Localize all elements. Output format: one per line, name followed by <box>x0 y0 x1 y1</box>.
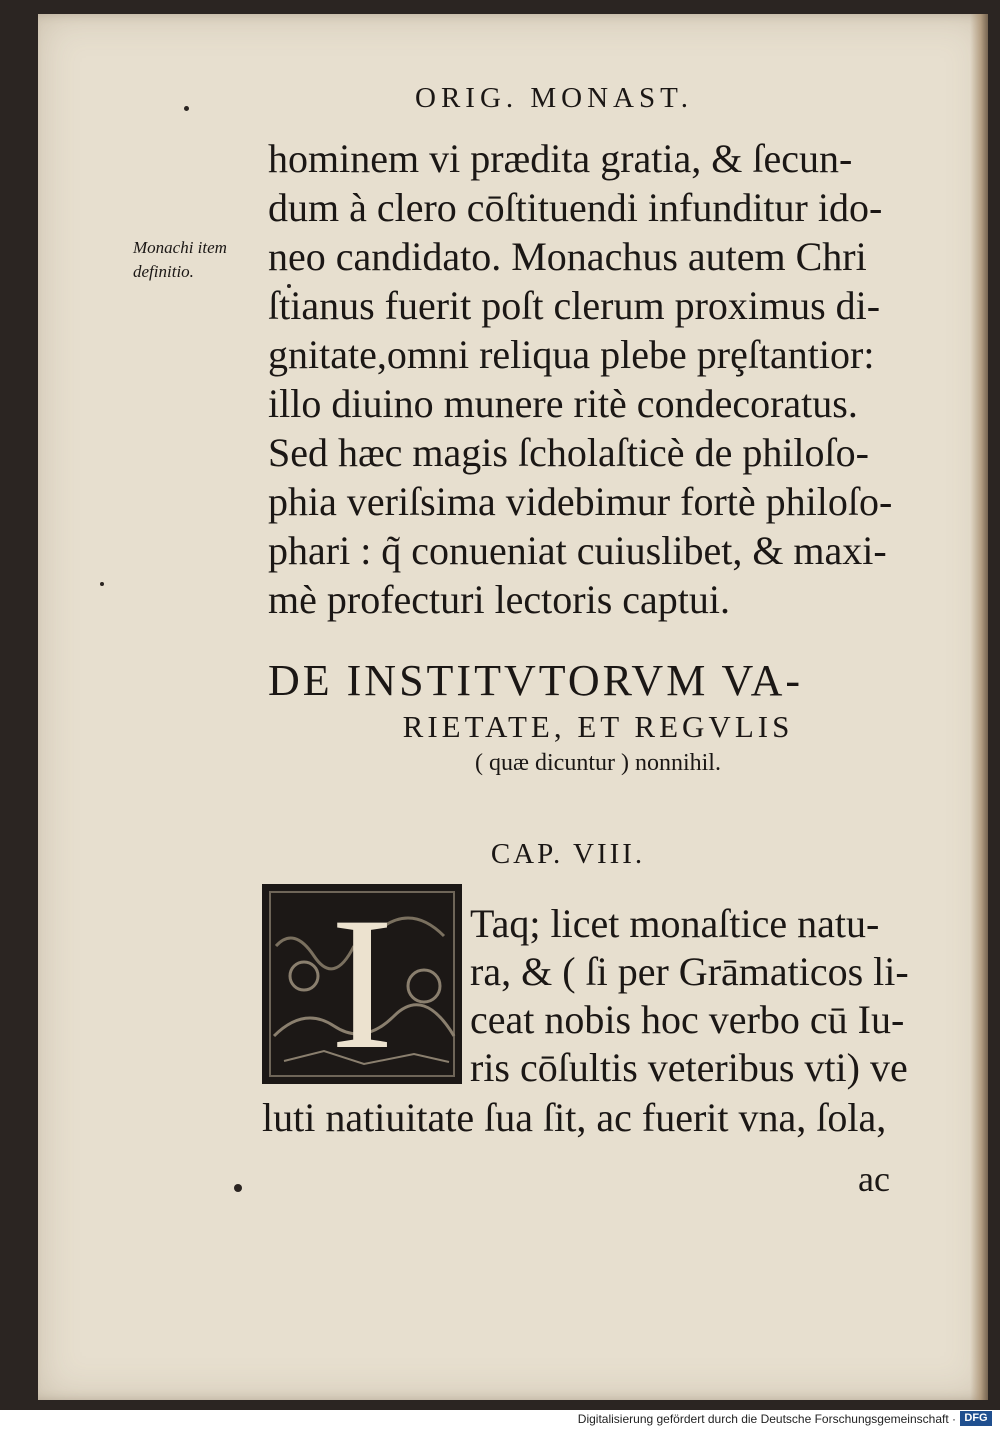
heading-line: DE INSTITVTORVM VA- <box>268 656 804 705</box>
margin-note-line: Monachi item <box>133 238 227 257</box>
margin-note <box>133 236 273 284</box>
foxing-spot <box>234 1184 242 1192</box>
text-line: mè profecturi lectoris captui. <box>268 577 731 622</box>
funding-credit: Digitalisierung gefördert durch die Deutsche Forschungsgemeinschaft · <box>577 1412 956 1426</box>
text-line: ceat nobis hoc verbo cū Iu- <box>470 997 905 1042</box>
text-line: phia veriſsima videbimur fortè philoſo- <box>268 479 893 524</box>
dfg-logo: DFG <box>960 1411 992 1426</box>
text-line: illo diuino munere ritè condecoratus. <box>268 381 858 426</box>
section-heading <box>268 655 928 779</box>
text-line: neo candidato. Monachus autem Chri <box>268 234 867 279</box>
text-line: phari : q̃ conueniat cuiuslibet, & maxi- <box>268 528 887 573</box>
footer-bar <box>0 1410 1000 1429</box>
text-line: dum à clero cōſtituendi infunditur ido- <box>268 185 883 230</box>
foxing-spot <box>184 106 189 111</box>
text-line: hominem vi prædita gratia, & ſecun- <box>268 136 853 181</box>
text-line: ſtianus fuerit poſt clerum proximus di- <box>268 283 881 328</box>
text-line: luti natiuitate ſua ſit, ac fuerit vna, ſola, <box>262 1095 887 1140</box>
woodcut-initial <box>262 879 462 1089</box>
chapter-number: CAP. VIII. <box>490 838 646 870</box>
text-line: ris cōſultis veteribus vti) ve <box>470 1045 908 1090</box>
heading-line: RIETATE, ET REGVLIS <box>402 709 794 744</box>
initial-letter: I <box>330 879 394 1089</box>
running-head: ORIG. MONAST. <box>415 82 693 114</box>
text-line: Sed hæc magis ſcholaſticè de philoſo- <box>268 430 869 475</box>
margin-note-line: definitio. <box>133 262 194 281</box>
text-line: Taq; licet monaſtice natu- <box>470 901 880 946</box>
text-line: ra, & ( ſi per Grāmaticos li- <box>470 949 909 994</box>
catchword: ac <box>858 1159 890 1199</box>
text-line: gnitate,omni reliqua plebe prȩſtantior: <box>268 332 875 377</box>
page-edge-shadow <box>970 14 988 1400</box>
heading-subline: ( quæ dicuntur ) nonnihil. <box>475 750 721 776</box>
chapter-opening-text <box>470 900 930 1092</box>
body-paragraph <box>268 134 928 624</box>
foxing-spot <box>100 582 104 586</box>
